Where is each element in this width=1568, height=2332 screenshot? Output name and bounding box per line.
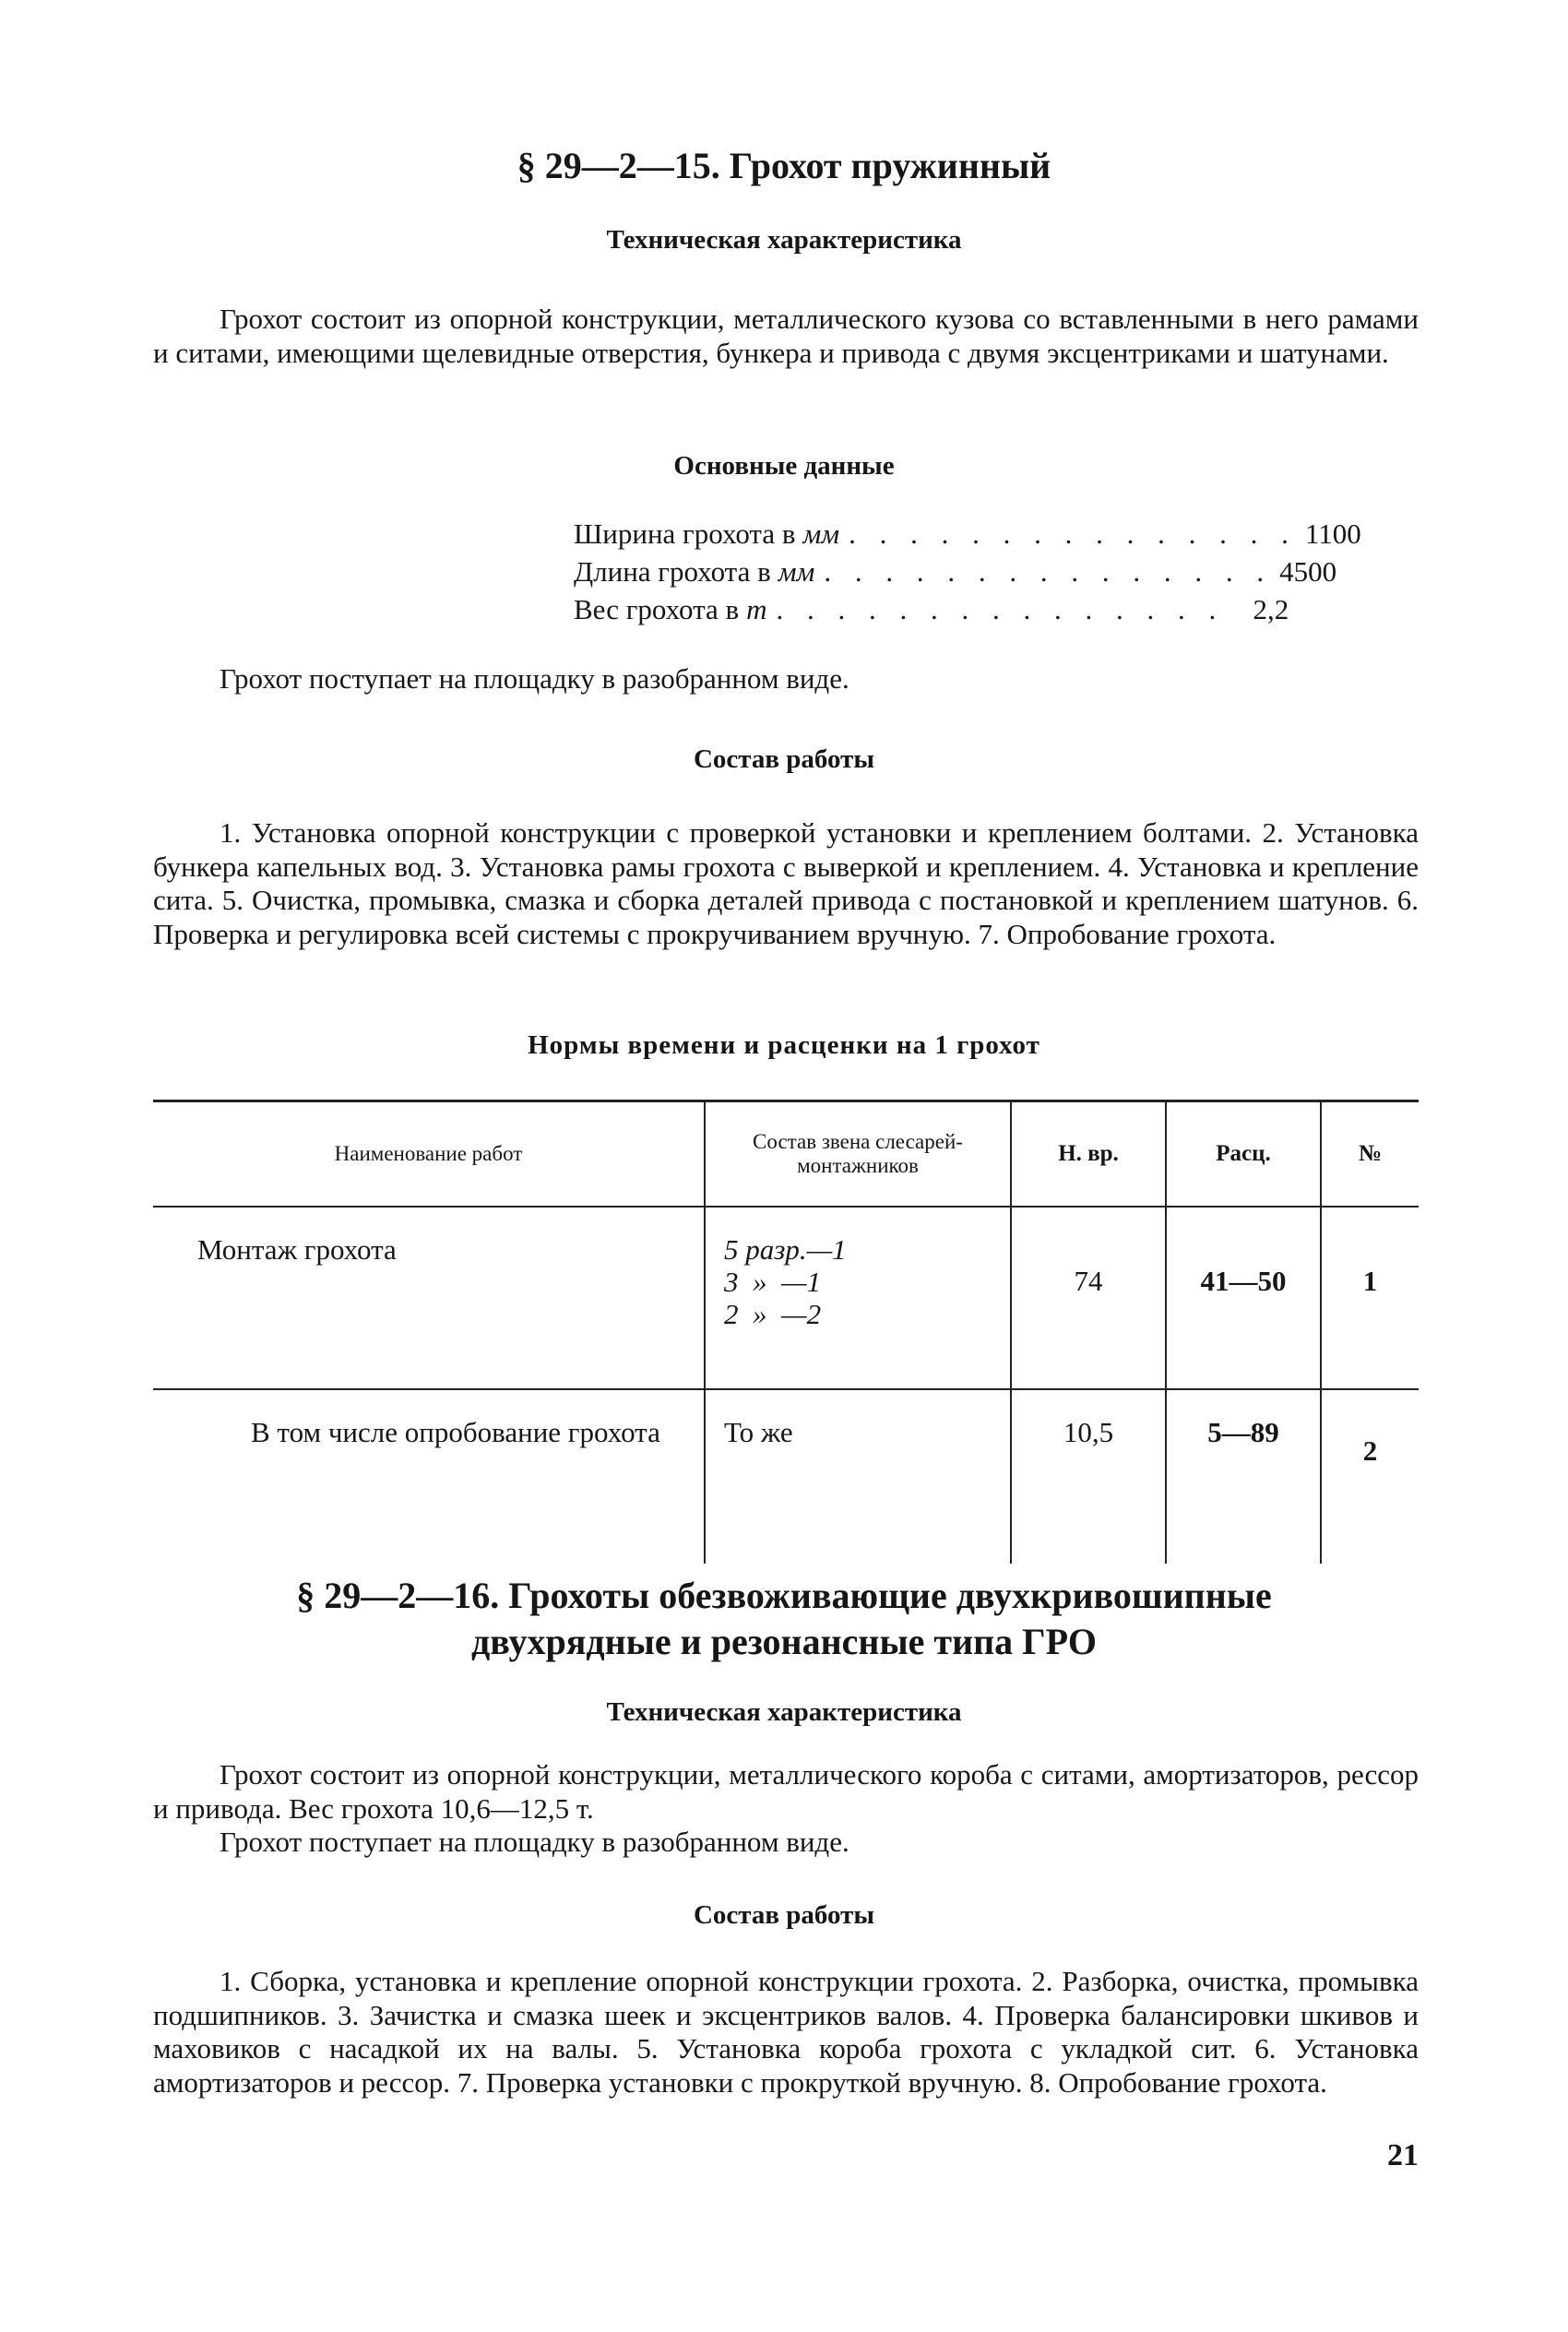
main-data-heading: Основные данные — [673, 451, 895, 481]
header-work-name: Наименование работ — [153, 1101, 705, 1208]
spec-length — [574, 553, 1337, 590]
section-title-29-2-16 — [0, 1573, 1568, 1665]
crew-line: 3 » —1 — [724, 1266, 822, 1298]
section1-delivery-note: Грохот поступает на площадку в разобранном виде. — [220, 662, 849, 695]
crew-line: То же — [724, 1416, 793, 1448]
tech-characteristics-heading-2: Техническая характеристика — [606, 1697, 962, 1727]
header-number: № — [1321, 1101, 1419, 1208]
spec-width — [574, 515, 1361, 553]
table-row — [153, 1207, 1419, 1389]
header-crew: Состав звена слесарей-монтажников — [705, 1101, 1011, 1208]
cell-work-name: Монтаж грохота — [153, 1207, 705, 1389]
cell-work-name: В том числе опробование грохота — [251, 1416, 660, 1448]
work-composition-heading: Состав работы — [693, 744, 875, 774]
leader-dots: . . . . . . . . . . . . . . . — [776, 593, 1225, 625]
table-header-row — [153, 1101, 1419, 1208]
cell-rate: 5—89 — [1166, 1389, 1321, 1564]
cell-time-norm: 10,5 — [1011, 1389, 1166, 1564]
cell-number: 2 — [1321, 1389, 1419, 1564]
leader-dots: . . . . . . . . . . . . . . . — [849, 518, 1297, 550]
spec-value: 1100 — [1304, 518, 1361, 550]
spec-value: 2,2 — [1253, 593, 1289, 625]
spec-weight — [574, 590, 1289, 628]
section1-description: Грохот состоит из опорной конструкции, металлического кузова со вставленными в него рамами и ситами, имеющими щелевидные отверстия, бункера и привода с двумя эксцентриками и шатунами. — [153, 303, 1419, 369]
leader-dots: . . . . . . . . . . . . . . . — [824, 555, 1273, 588]
section2-description: Грохот состоит из опорной конструкции, металлического короба с ситами, амортизаторов, рессор и привода. Вес грохота 10,6—12,5 т. — [153, 1758, 1419, 1825]
section-title-29-2-15: § 29—2—15. Грохот пружинный — [517, 145, 1051, 186]
tech-characteristics-heading: Техническая характеристика — [606, 225, 962, 255]
section1-work-text: 1. Установка опорной конструкции с проверкой установки и креплением болтами. 2. Установка бункера капельных вод. 3. Установка рамы грохота с выверкой и креплением. 4. Установка и крепление сита. 5. Очистка, промывка, смазка и сборка деталей привода с постановкой и креплением шатунов. 6. Проверка и регулировка всей системы с прокручиванием вручную. 7. Опробование грохота. — [153, 816, 1419, 950]
cell-rate: 41—50 — [1166, 1207, 1321, 1389]
spec-value: 4500 — [1279, 555, 1337, 588]
section2-delivery-note: Грохот поступает на площадку в разобранном виде. — [220, 1826, 849, 1858]
page-number: 21 — [1387, 2138, 1419, 2172]
spec-unit: мм — [778, 555, 815, 588]
table-row — [153, 1389, 1419, 1564]
specs-list — [574, 515, 1361, 628]
cell-number: 1 — [1321, 1207, 1419, 1389]
spec-label: Вес грохота в — [574, 593, 740, 625]
cell-crew — [705, 1389, 1011, 1564]
section2-title-line2: двухрядные и резонансные типа ГРО — [471, 1621, 1097, 1662]
cell-time-norm: 74 — [1011, 1207, 1166, 1389]
crew-line: 2 » —2 — [724, 1298, 822, 1330]
section2-title-line1: § 29—2—16. Грохоты обезвоживающие двухкривошипные — [296, 1575, 1272, 1616]
table-title: Нормы времени и расценки на 1 грохот — [528, 1030, 1040, 1060]
spec-label: Ширина грохота в — [574, 518, 796, 550]
spec-unit: мм — [802, 518, 840, 550]
norms-table — [153, 1100, 1419, 1564]
crew-line: 5 разр.—1 — [724, 1233, 847, 1266]
spec-label: Длина грохота в — [574, 555, 771, 588]
header-time-norm: Н. вр. — [1011, 1101, 1166, 1208]
work-composition-heading-2: Состав работы — [693, 1900, 875, 1930]
section2-work-text: 1. Сборка, установка и крепление опорной конструкции грохота. 2. Разборка, очистка, промывка подшипников. 3. Зачистка и смазка шеек и эксцентриков валов. 4. Проверка балансировки шкивов и маховиков с насадкой их на валы. 5. Установка короба грохота с укладкой сит. 6. Установка амортизаторов и рессор. 7. Проверка установки с прокруткой вручную. 8. Опробование грохота. — [153, 1965, 1419, 2099]
spec-unit: т — [746, 593, 767, 625]
header-rate: Расц. — [1166, 1101, 1321, 1208]
cell-crew — [705, 1207, 1011, 1389]
